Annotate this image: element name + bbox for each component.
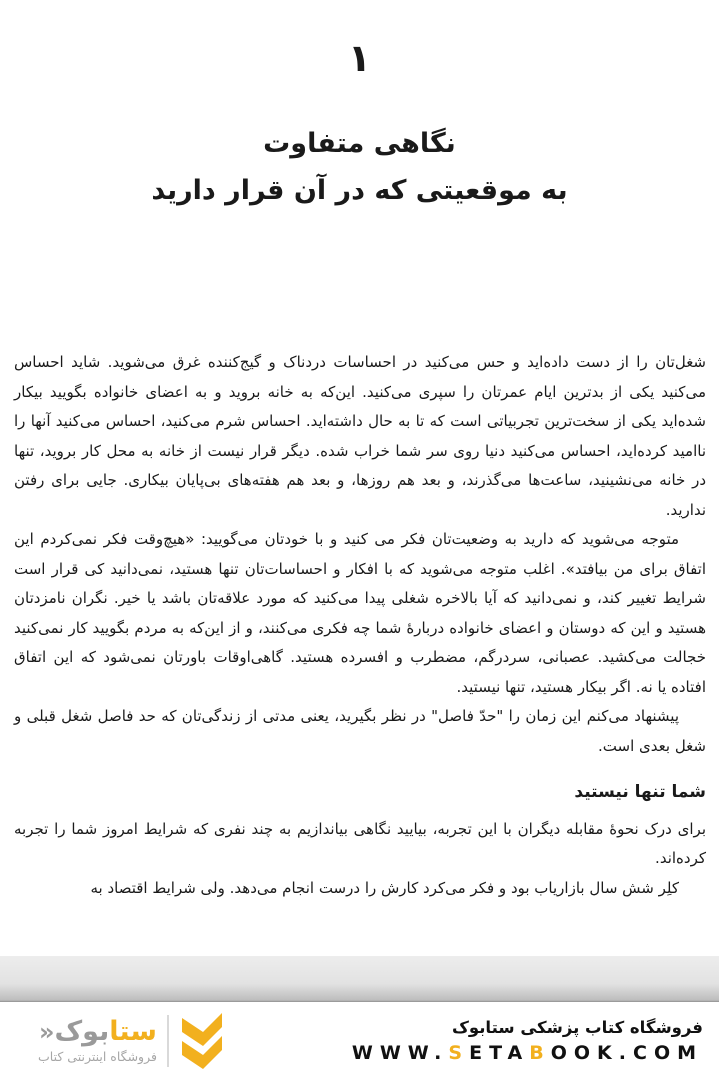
url-segment: OOK.COM — [550, 1041, 703, 1064]
guillemet-icon: « — [39, 1018, 55, 1046]
url-segment: WWW. — [351, 1041, 449, 1064]
website-url — [352, 1042, 703, 1064]
url-segment: ETA — [469, 1041, 530, 1064]
logo-divider — [167, 1015, 169, 1067]
logo-wordmark-gray: بوک — [54, 1016, 110, 1047]
logo-wordmark-yellow: ستا — [109, 1016, 157, 1047]
body-paragraph: پیشنهاد می‌کنم این زمان را "حدّ فاصل" در نظر بگیرید، یعنی مدتی از زندگی‌تان که حد فاصل شغل قبلی و شغل بعدی است. — [14, 707, 706, 755]
footer — [0, 1002, 719, 1079]
logo-text-column — [38, 1017, 157, 1064]
body-text — [14, 348, 706, 903]
body-paragraph: شغل‌تان را از دست داده‌اید و حس می‌کنید در احساسات دردناک و گیج‌کننده غرق می‌شوید. شاید احساس می‌کنید یکی از بدترین ایام عمرتان را سپری می‌کنید. این‌که به خانه بروید و به اعضای خانواده بگویید بیکار شده‌اید یکی از سخت‌ترین تجربیاتی است که تا به حال داشته‌اید. احساس شرم می‌کنید، احساس می‌کنید آنها را ناامید کرده‌اید، احساس می‌کنید دنیا روی سر شما خراب شده. دیگر قرار نیست از خانه به محل کار بروید، تنها در خانه می‌نشینید، ساعت‌ها می‌گذرند، و بعد هم روزها، و بعد هم هفته‌های بی‌پایان بیکاری. جایی برای رفتن ندارید. — [14, 353, 706, 519]
url-segment-accent: B — [529, 1041, 551, 1064]
chapter-number: ۱ — [347, 36, 372, 80]
body-paragraph: متوجه می‌شوید که دارید به وضعیت‌تان فکر می کنید و با خودتان می‌گویید: «هیچ‌وقت فکر نمی‌کردم این اتفاق برای من بیافتد». اغلب متوجه می‌شوید که با افکار و احساسات‌تان تنها هستید، نمی‌دانید کی قرار است شرایط تغییر کند، و نمی‌دانید که آیا بالاخره شغلی پیدا می‌کنید که مورد علاقه‌تان باشد یا خیر. نگران نامزدتان هستید و این که دوستان و اعضای خانواده دربارهٔ شما چه فکری می‌کنند، و از این‌که به مردم بگویید کار نمی‌کنید خجالت می‌کشید. عصبانی، سردرگم، مضطرب و افسرده هستید. گاهی‌اوقات باورتان نمی‌شود که این اتفاق افتاده یا نه. اگر بیکار هستید، تنها نیستید. — [14, 530, 706, 696]
scan-shadow-band — [0, 956, 719, 1002]
chapter-title-line2: به موقعیتی که در آن قرار دارید — [151, 175, 568, 206]
store-name: فروشگاه کتاب پزشکی ستابوک — [452, 1017, 703, 1037]
url-segment-accent: S — [448, 1041, 470, 1064]
body-paragraph: برای درک نحوهٔ مقابله دیگران با این تجربه، بیایید نگاهی بیاندازیم به چند نفری که شرایط امروز شما را تجربه کرده‌اند. — [14, 819, 706, 867]
chapter-title-line1: نگاهی متفاوت — [263, 128, 456, 159]
logo-tagline: فروشگاه اینترنتی کتاب — [38, 1049, 157, 1064]
chevron-book-icon — [179, 1011, 225, 1071]
section-heading: شما تنها نیستید — [574, 782, 706, 802]
setabook-logo — [38, 1011, 225, 1071]
body-paragraph: کلِر شش سال بازاریاب بود و فکر می‌کرد کارش را درست انجام می‌دهد. ولی شرایط اقتصاد به — [90, 878, 679, 897]
footer-store-block — [352, 1018, 703, 1064]
chapter-title — [0, 120, 719, 214]
logo-wordmark — [39, 1017, 157, 1047]
